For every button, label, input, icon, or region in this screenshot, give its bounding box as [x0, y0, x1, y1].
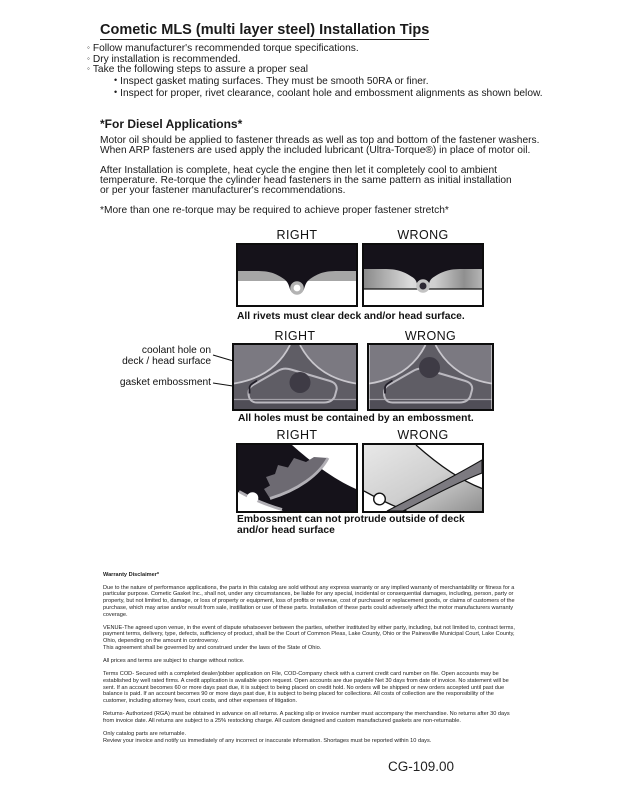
- bullet-icon: •: [114, 75, 118, 86]
- caption-line: and/or head surface: [237, 524, 335, 536]
- caption-line: Embossment can not protrude outside of deck: [237, 514, 465, 525]
- label-line: coolant hole on: [141, 345, 211, 356]
- bullet-icon: ◦: [87, 53, 90, 63]
- paragraph-line: temperature. Re-torque the cylinder head fasteners in the same pattern as initial installation: [100, 175, 512, 187]
- list-item: [114, 76, 543, 88]
- venue-paragraph-note: This agreement shall be governed by and construed under the laws of the State of Ohio.: [103, 644, 322, 651]
- bullet-icon: ◦: [87, 64, 90, 74]
- tips-list: [87, 44, 543, 100]
- hole-right-illustration: [234, 345, 356, 409]
- embossment-wrong-illustration: [364, 445, 482, 511]
- tip-text: Dry installation is recommended.: [92, 53, 241, 65]
- diagram-hole-right: [232, 343, 358, 411]
- diesel-paragraph-2: [100, 166, 512, 197]
- retorque-note: *More than one re-torque may be required to achieve proper fastener stretch*: [100, 205, 449, 216]
- wrong-label-row3: WRONG: [397, 428, 449, 442]
- rivet-wrong-illustration: [364, 245, 482, 305]
- gasket-embossment-label: gasket embossment: [119, 377, 211, 388]
- bullet-icon: ◦: [87, 43, 90, 52]
- disclaimer-heading: Warranty Disclaimer*: [103, 572, 160, 578]
- terms-paragraph: Terms COD- Secured with a completed dealer/jobber application on File, COD-Company check with a current credit card number on file. Open accounts may be established by well rated firms. A credit application is available upon request. Open accounts are due payable Net 30 days from date of invoice. No statement will be sent. If an account becomes 60 or more days past due, it is subject to being placed on credit hold. No orders will be shipped or new orders accepted until past due balance is paid. If an account becomes 90 or more days past due, it is subject to being placed for collections. All costs of collection are the responsibility of the customer, including attorney fees, court costs, and other expenses of litigation.: [103, 671, 509, 705]
- warranty-disclaimer: [103, 572, 517, 751]
- row3-caption: [237, 515, 465, 536]
- disclaimer-paragraph: Due to the nature of performance applications, the parts in this catalog are sold without any express warranty or any implied warranty of merchantability or fitness for a particular purpose. Cometic Gasket Inc., shall not, under any circumstances, be liable for any special, incidental or consequential damages, including, person, party or property, but not limited to, damage, or loss of property or equipment, loss of profits or revenue, cost of purchased or replacement goods, or claims of customers of the purchase, which may arise and/or result from sale, instillation or use of these parts. Installation of these parts could adversely affect the motor manufacturers warranty coverage.: [103, 584, 515, 618]
- wrong-label-row2: WRONG: [404, 329, 457, 343]
- diagram-embossment-wrong: [362, 443, 484, 513]
- diagram-rivet-wrong: [362, 243, 484, 307]
- rivet-right-illustration: [238, 245, 356, 305]
- paragraph-line: or per your fastener manufacturer's recommendations.: [100, 185, 346, 197]
- prices-paragraph: All prices and terms are subject to change without notice.: [103, 658, 245, 665]
- diagram-rivet-right: [236, 243, 358, 307]
- right-label-row3: RIGHT: [276, 428, 318, 442]
- tip-text: Inspect gasket mating surfaces. They must be smooth 50RA or finer.: [120, 76, 429, 88]
- right-label-row2: RIGHT: [274, 329, 316, 343]
- tip-text: Inspect for proper, rivet clearance, coolant hole and embossment alignments as shown below.: [120, 87, 543, 99]
- bullet-icon: •: [114, 86, 118, 97]
- catalog-parts-note: Only catalog parts are returnable.: [103, 731, 187, 738]
- hole-wrong-illustration: [369, 345, 492, 409]
- list-item: [114, 88, 543, 100]
- list-item: [87, 65, 543, 76]
- invoice-note: Review your invoice and notify us immediately of any incorrect or inaccurate information. Shortages must be reported within 10 days.: [103, 737, 432, 744]
- row1-caption: All rivets must clear deck and/or head surface.: [237, 311, 465, 322]
- tip-text: Follow manufacturer's recommended torque specifications.: [92, 43, 359, 54]
- diesel-heading: *For Diesel Applications*: [100, 117, 243, 131]
- venue-paragraph: VENUE-The agreed upon venue, in the event of dispute whatsoever between the parties, whether instituted by either party, including, but not limited to, contract terms, payment terms, delivery, type, defects, sufficiency of product, shall be the Court of Common Pleas, Lake County, Ohio or the Painesville Municipal Court, Lake County, Ohio, depending on the amount in controversy.: [103, 624, 515, 645]
- row2-caption: All holes must be contained by an embossment.: [238, 413, 474, 424]
- label-line: deck / head surface: [122, 355, 211, 367]
- wrong-label-row1: WRONG: [397, 228, 449, 242]
- embossment-right-illustration: [238, 445, 356, 511]
- diagram-hole-wrong: [367, 343, 494, 411]
- paragraph-line: Motor oil should be applied to fastener threads as well as top and bottom of the fastener washers.: [100, 135, 540, 146]
- right-label-row1: RIGHT: [276, 228, 318, 242]
- diagram-embossment-right: [236, 443, 358, 513]
- tip-text: Take the following steps to assure a proper seal: [92, 64, 309, 76]
- returns-paragraph: Returns- Authorized (RGA) must be obtained in advance on all returns. A packing slip or invoice number must accompany the merchandise. No returns after 30 days from invoice date. All returns are subject to a 25% restocking charge. All custom designed and custom manufactured gaskets are non-returnable.: [103, 711, 510, 724]
- page-title: Cometic MLS (multi layer steel) Installation Tips: [100, 22, 430, 38]
- paragraph-line: When ARP fasteners are used apply the included lubricant (Ultra-Torque®) in place of motor oil.: [100, 145, 531, 157]
- diesel-paragraph-1: [100, 136, 539, 156]
- page-number: CG-109.00: [388, 759, 455, 774]
- paragraph-line: After Installation is complete, heat cycle the engine then let it completely cool to ambient: [100, 165, 497, 176]
